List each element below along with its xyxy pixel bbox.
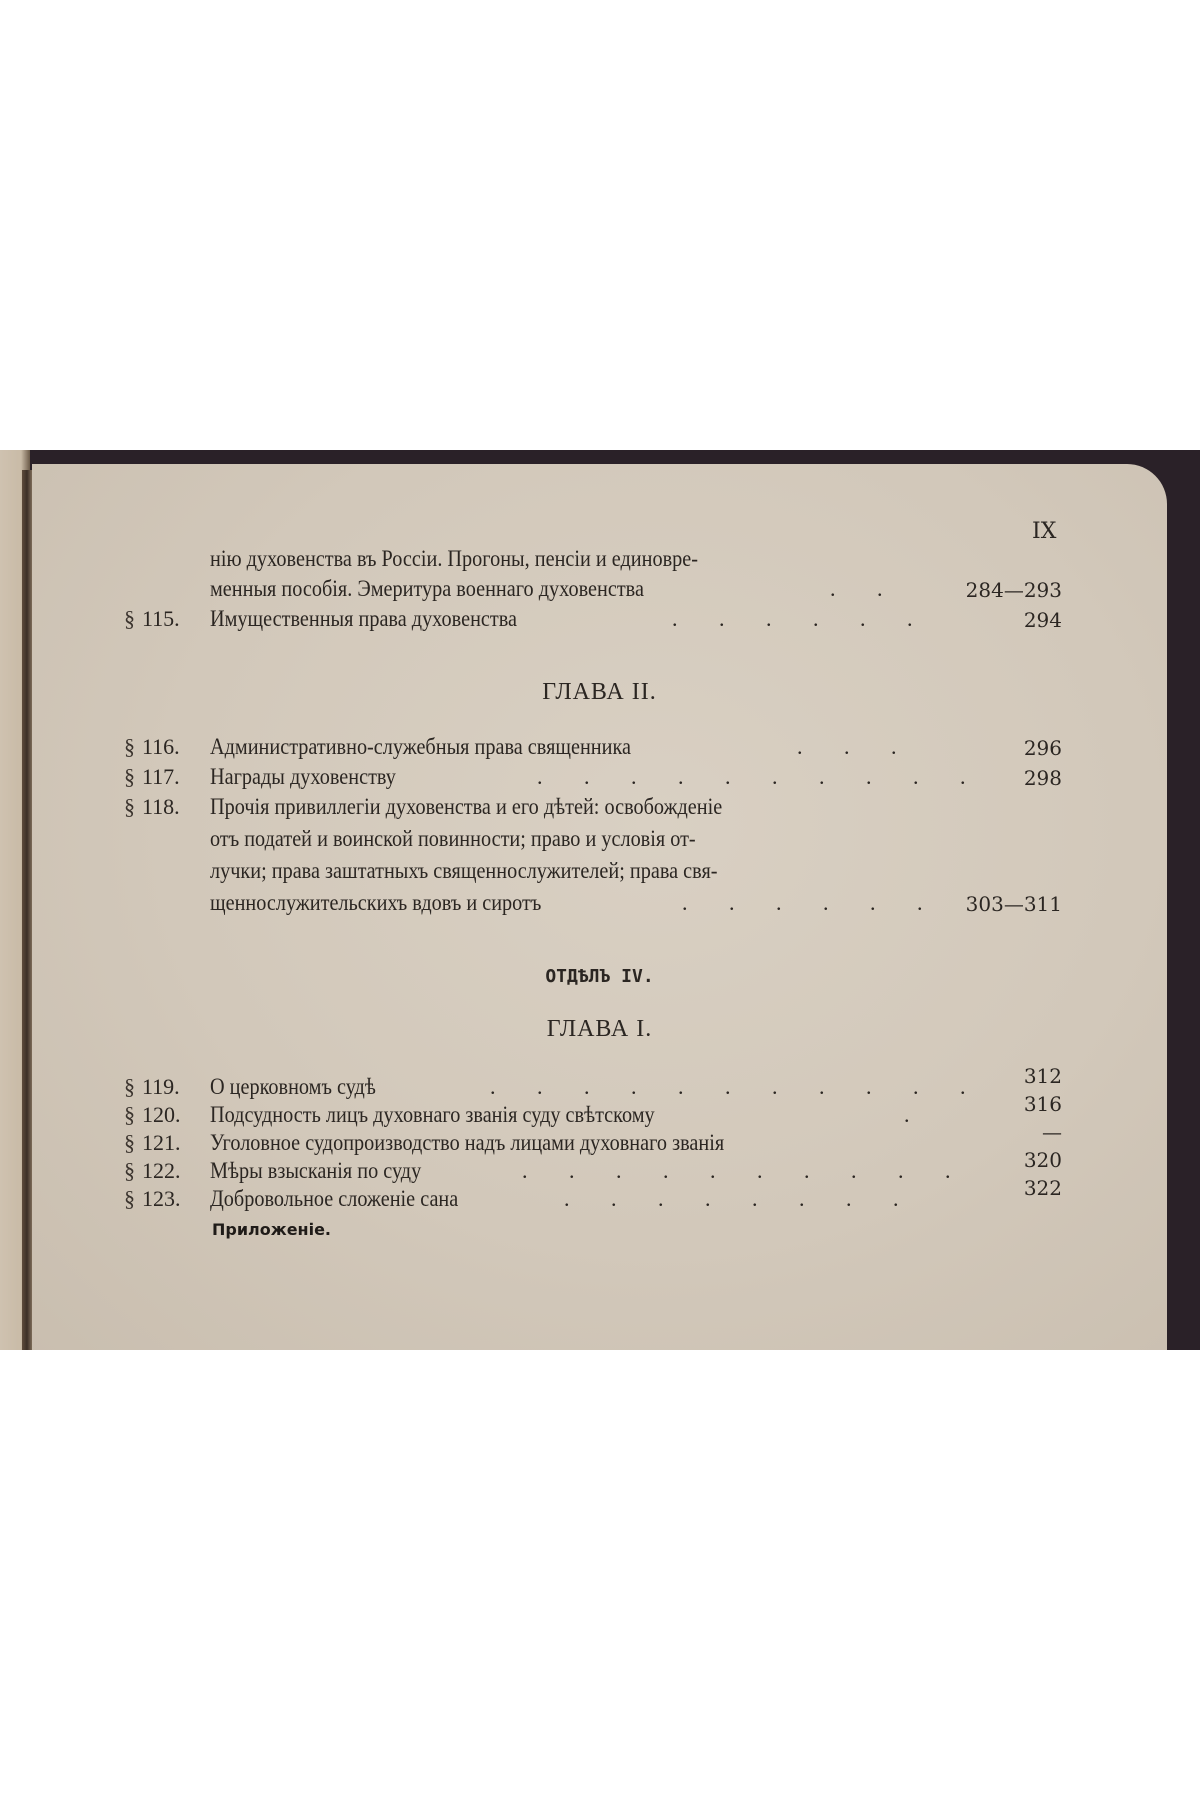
entry-title: Мѣры взысканія по суду (210, 1158, 422, 1183)
page-ref: 303—311 (965, 892, 1062, 916)
entry-title-line-2: отъ податей и воинской повинности; право и условія от- (210, 826, 696, 851)
entry-title: Добровольное сложеніе сана (210, 1186, 459, 1211)
leader-dots: . . . (797, 734, 915, 759)
chapter-heading: ГЛАВА I. (546, 1016, 653, 1042)
book-photo (0, 450, 1200, 1350)
entry-title-line-4: щеннослужительскихъ вдовъ и сиротъ (210, 890, 542, 915)
leader-dots: . . (830, 576, 901, 601)
page-ref: 296 (1023, 736, 1062, 760)
entry-number: 119. (142, 1074, 180, 1099)
appendix-label: Приложеніе. (212, 1220, 332, 1239)
section-symbol: § (124, 1158, 135, 1183)
table-of-contents-page (32, 464, 1167, 1350)
entry-number: 116. (142, 734, 180, 759)
continuation-line-1: нію духовенства въ Россіи. Прогоны, пенсіи и единовре- (210, 546, 699, 571)
section-symbol: § (124, 606, 135, 631)
section-heading: ОТДѢЛЪ IV. (545, 966, 654, 987)
entry-title: Награды духовенству (210, 764, 396, 789)
entry-title-line-3: лучки; права заштатныхъ священнослужителей; права свя- (210, 858, 718, 883)
page-ref: 320 (1023, 1148, 1062, 1172)
entry-title: Административно-служебныя права священника (210, 734, 631, 759)
leader-dots: . (904, 1102, 928, 1127)
section-symbol: § (124, 1102, 135, 1127)
page-number: IX (1032, 519, 1057, 544)
leader-dots: . . . . . . . . . . (522, 1158, 969, 1183)
leader-dots: . . . . . . (682, 890, 941, 915)
page-ref: 298 (1023, 766, 1062, 790)
continuation-line-2: менныя пособія. Эмеритура военнаго духовенства (210, 576, 644, 601)
book-spine (22, 470, 32, 1350)
entry-number: 120. (142, 1102, 181, 1127)
entry-number: 117. (142, 764, 180, 789)
entry-title: Имущественныя права духовенства (210, 606, 518, 631)
leader-dots: . . . . . . (672, 606, 931, 631)
entry-title: О церковномъ судѣ (210, 1074, 376, 1099)
page-ref: 284—293 (965, 578, 1062, 602)
page-ref: 316 (1023, 1092, 1062, 1116)
leader-dots: . . . . . . . . (564, 1186, 917, 1211)
page-ref: 322 (1023, 1176, 1062, 1200)
page-ref: — (1042, 1120, 1062, 1144)
entry-number: 122. (142, 1158, 181, 1183)
section-symbol: § (124, 764, 135, 789)
entry-title-line-1: Прочія привиллегіи духовенства и его дѣтей: освобожденіе (210, 794, 723, 819)
section-symbol: § (124, 734, 135, 759)
page-ref: 294 (1023, 608, 1062, 632)
leader-dots: . . . . . . . . . . . (490, 1074, 984, 1099)
entry-title: Уголовное судопроизводство надъ лицами духовнаго званія (210, 1130, 725, 1155)
entry-number: 121. (142, 1130, 181, 1155)
entry-number: 123. (142, 1186, 181, 1211)
chapter-heading: ГЛАВА II. (542, 679, 657, 705)
section-symbol: § (124, 1074, 135, 1099)
section-symbol: § (124, 1186, 135, 1211)
entry-title: Подсудность лицъ духовнаго званія суду свѣтскому (210, 1102, 655, 1127)
section-symbol: § (124, 1130, 135, 1155)
entry-number: 118. (142, 794, 180, 819)
page-ref: 312 (1023, 1064, 1062, 1088)
leader-dots: . . . . . . . . . . (537, 764, 984, 789)
section-symbol: § (124, 794, 135, 819)
entry-number: 115. (142, 606, 180, 631)
